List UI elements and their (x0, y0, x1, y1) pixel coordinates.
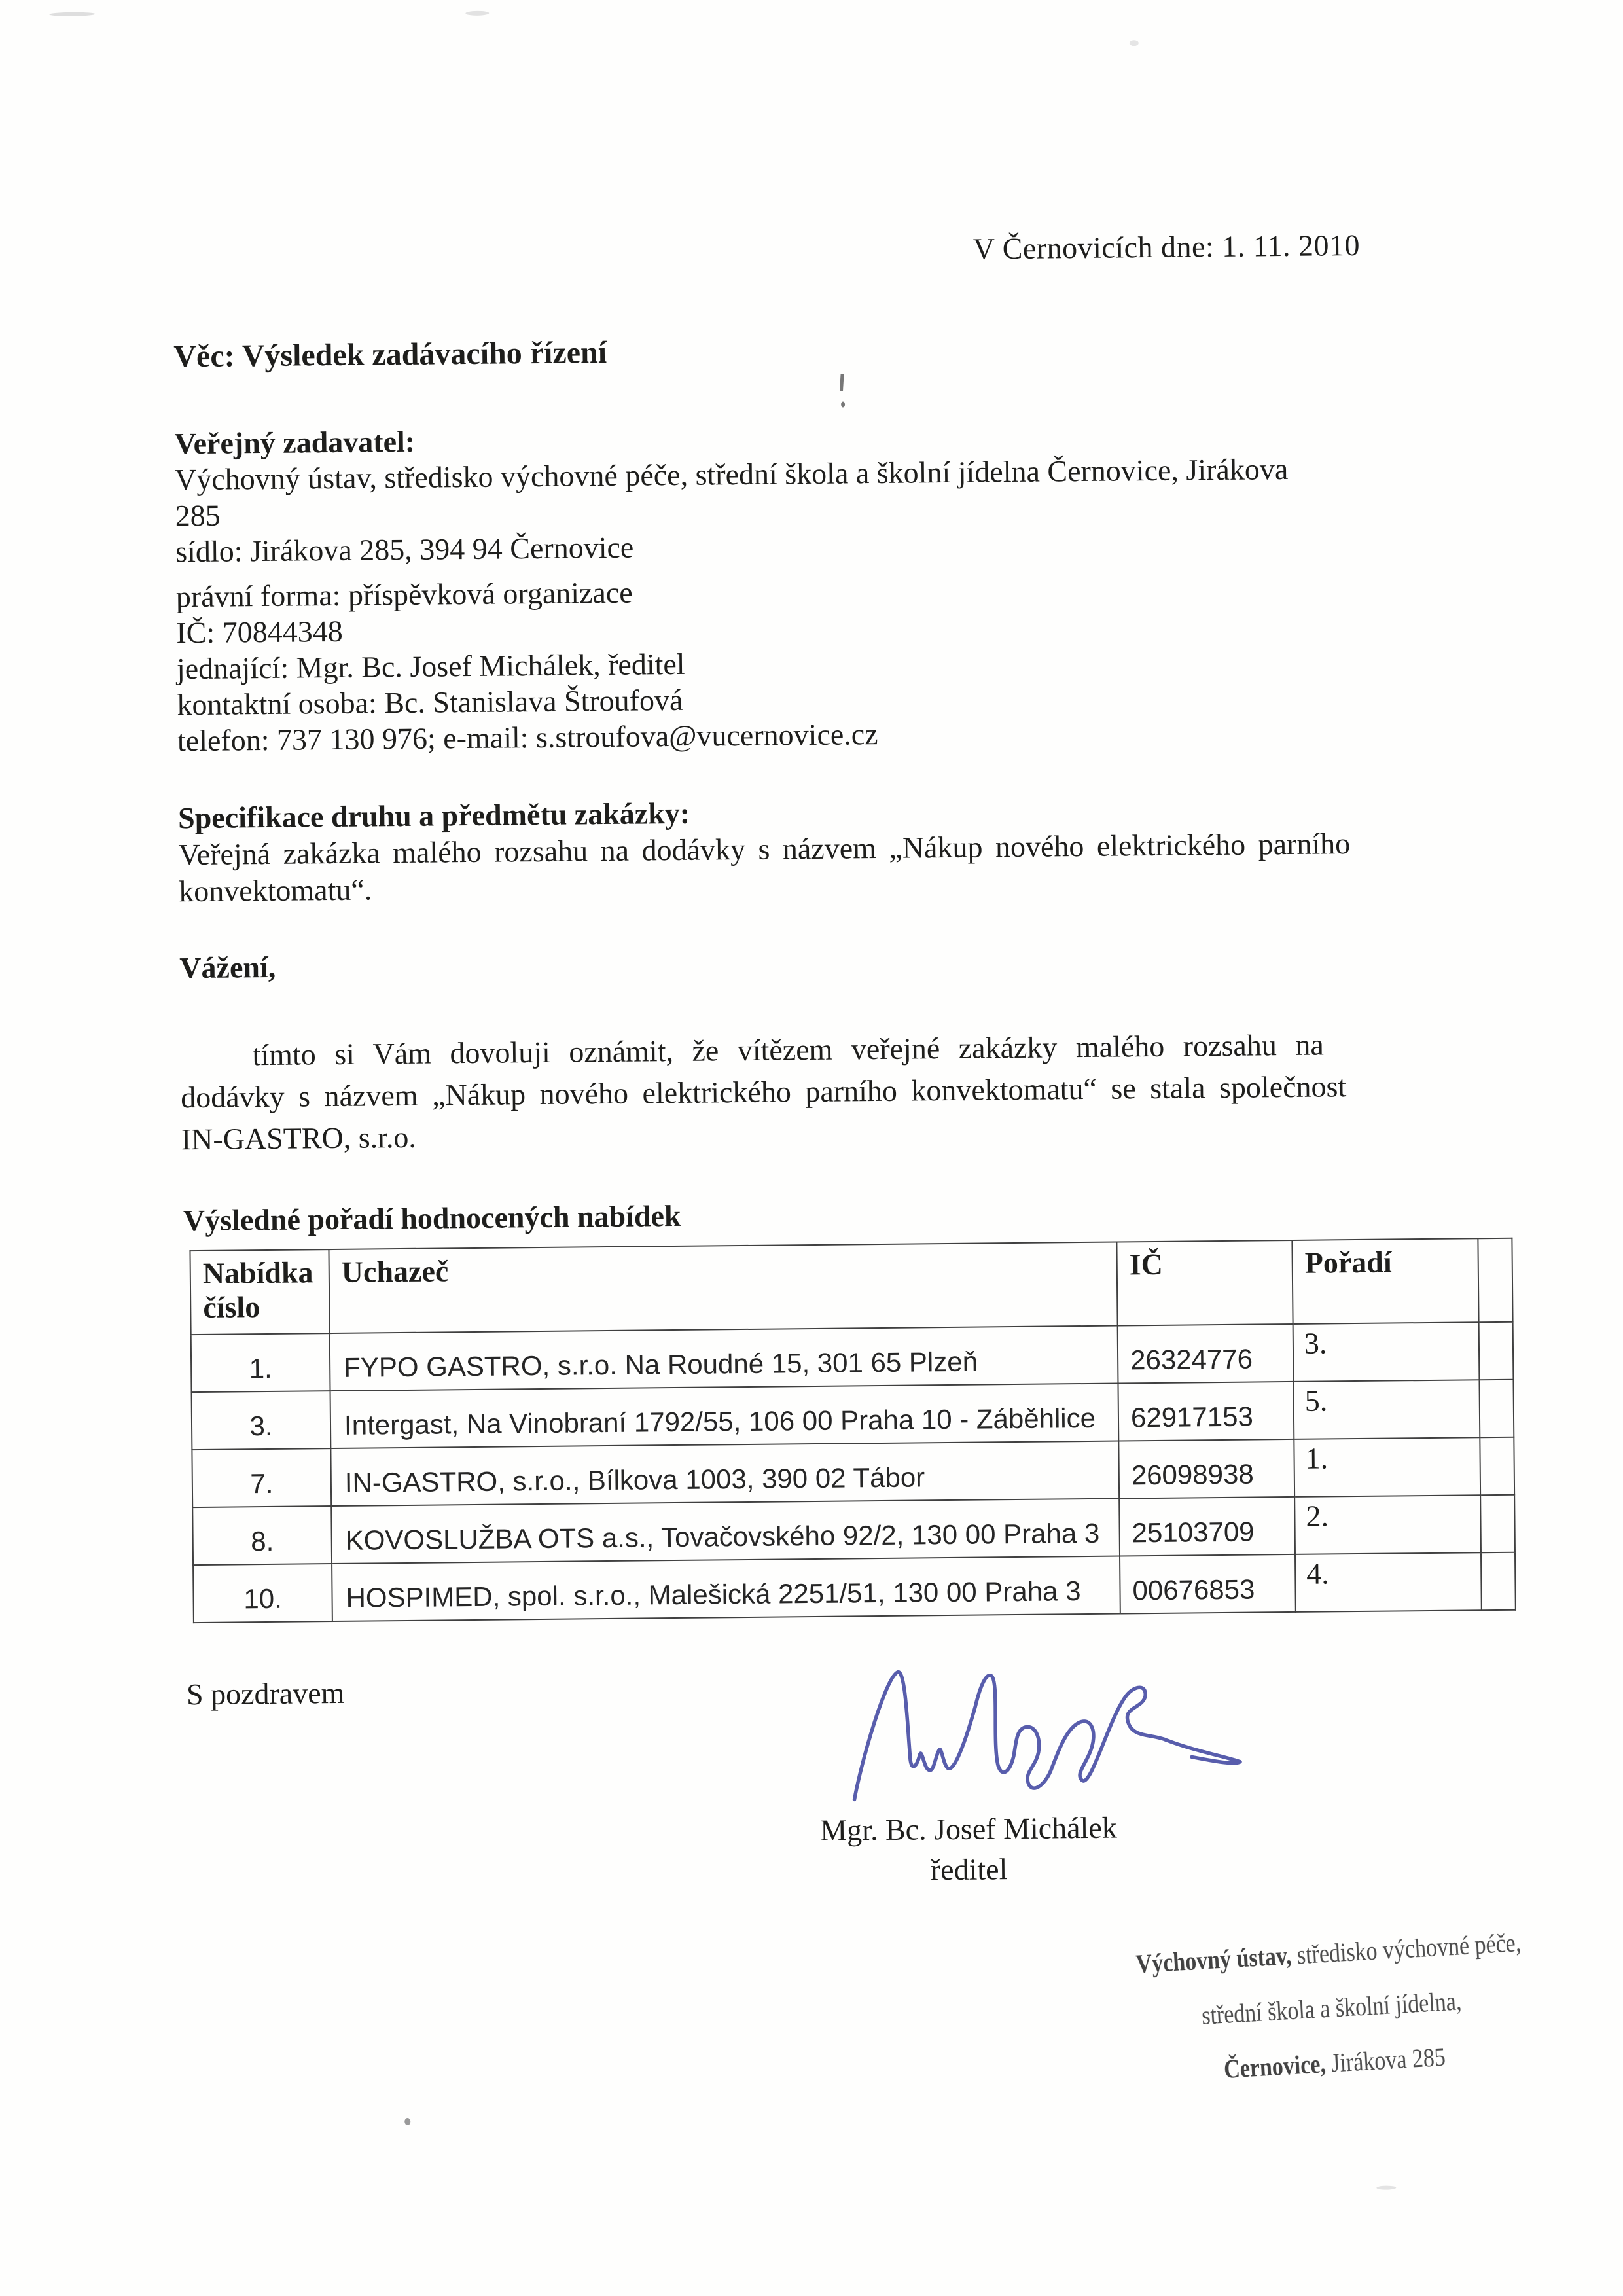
subject-line: Věc: Výsledek zadávacího řízení (173, 334, 607, 374)
table-cell-empty (1480, 1495, 1515, 1552)
specification-section (178, 787, 1462, 910)
scan-artifact (404, 2118, 410, 2125)
table-header-row (190, 1238, 1512, 1335)
signer-name: Mgr. Bc. Josef Michálek (819, 1810, 1117, 1847)
cell-rank: 1. (1294, 1437, 1480, 1497)
specification-line: Veřejná zakázka malého rozsahu na dodávky s názvem „Nákup nového elektrického parního (178, 827, 1351, 872)
authority-line: IČ: 70844348 (176, 614, 343, 650)
cell-offer-no: 10. (193, 1564, 332, 1623)
cell-bidder: HOSPIMED, spol. s.r.o., Malešická 2251/51, 130 00 Praha 3 (332, 1556, 1120, 1622)
table-cell-empty (1478, 1238, 1512, 1322)
authority-line: 285 (175, 498, 221, 533)
cell-rank: 3. (1293, 1322, 1480, 1382)
authority-line: Výchovný ústav, středisko výchovné péče, střední škola a školní jídelna Černovice, Jirákova (174, 452, 1289, 497)
cell-ic: 00676853 (1120, 1554, 1296, 1614)
column-header-bidder: Uchazeč (329, 1242, 1117, 1334)
stamp-text: Jirákova 285 (1325, 2041, 1446, 2079)
cell-bidder: Intergast, Na Vinobraní 1792/55, 106 00 Praha 10 - Záběhlice (330, 1384, 1119, 1449)
cell-bidder: KOVOSLUŽBA OTS a.s., Tovačovského 92/2, 130 00 Praha 3 (331, 1499, 1120, 1564)
body-line: IN-GASTRO, s.r.o. (181, 1120, 417, 1157)
body-line: dodávky s názvem „Nákup nového elektrického parního konvektomatu“ se stala společnost (180, 1069, 1347, 1115)
cell-offer-no: 1. (191, 1333, 330, 1392)
authority-line: telefon: 737 130 976; e-mail: s.stroufova@vucernovice.cz (177, 717, 878, 758)
cell-bidder: FYPO GASTRO, s.r.o. Na Roudné 15, 301 65 Plzeň (330, 1326, 1118, 1391)
scan-artifact (1130, 40, 1139, 46)
authority-heading: Veřejný zadavatel: (174, 424, 416, 461)
scan-artifact (1376, 2185, 1396, 2189)
specification-heading: Specifikace druhu a předmětu zakázky: (177, 796, 690, 835)
stamp-text-bold: Černovice, (1222, 2049, 1327, 2084)
stamp-text: středisko výchovné péče, (1291, 1927, 1522, 1970)
stamp-text: střední škola a školní jídelna, (1200, 1986, 1463, 2030)
results-table (189, 1238, 1516, 1623)
cell-rank: 2. (1294, 1495, 1481, 1554)
scan-artifact (49, 12, 95, 16)
farewell-text: S pozdravem (186, 1676, 345, 1712)
signature-block (759, 1807, 1179, 1892)
authority-line: právní forma: příspěvková organizace (175, 575, 633, 614)
table-row (193, 1552, 1516, 1623)
specification-line: konvektomatu“. (178, 872, 372, 908)
cell-ic: 26098938 (1118, 1439, 1294, 1499)
table-cell-empty (1479, 1380, 1514, 1437)
cell-rank: 4. (1295, 1552, 1482, 1612)
scan-artifact (840, 374, 844, 391)
cell-ic: 62917153 (1118, 1382, 1294, 1441)
cell-offer-no: 3. (192, 1391, 331, 1450)
scan-artifact (841, 401, 845, 407)
column-header-ic: IČ (1116, 1240, 1293, 1326)
authority-line: sídlo: Jirákova 285, 394 94 Černovice (175, 530, 634, 569)
table-cell-empty (1481, 1552, 1516, 1610)
authority-line: jednající: Mgr. Bc. Josef Michálek, ředitel (176, 647, 685, 686)
body-line: tímto si Vám dovoluji oznámit, že vítězem veřejné zakázky malého rozsahu na (252, 1028, 1324, 1072)
stamp-text-bold: Výchovný ústav, (1135, 1940, 1293, 1979)
authority-line: kontaktní osoba: Bc. Stanislava Štroufová (177, 683, 683, 722)
scan-artifact (465, 11, 489, 16)
results-table-heading: Výsledné pořadí hodnocených nabídek (183, 1198, 681, 1238)
column-header-rank: Pořadí (1292, 1238, 1478, 1324)
body-paragraph (180, 1023, 1441, 1160)
institution-stamp (1098, 1913, 1565, 2104)
cell-rank: 5. (1293, 1380, 1480, 1439)
table-cell-empty (1479, 1322, 1514, 1380)
signer-title: ředitel (930, 1852, 1008, 1887)
cell-bidder: IN-GASTRO, s.r.o., Bílkova 1003, 390 02 Tábor (330, 1441, 1119, 1507)
table-cell-empty (1480, 1437, 1514, 1495)
salutation: Vážení, (179, 950, 276, 985)
column-header-offer-no: Nabídka číslo (190, 1249, 329, 1335)
date-line: V Černovicích dne: 1. 11. 2010 (972, 228, 1361, 266)
cell-ic: 25103709 (1119, 1497, 1295, 1556)
contracting-authority-section (174, 413, 1460, 759)
signature-stroke (853, 1669, 1241, 1800)
cell-offer-no: 7. (192, 1448, 331, 1507)
cell-ic: 26324776 (1118, 1324, 1294, 1384)
cell-offer-no: 8. (192, 1506, 332, 1565)
